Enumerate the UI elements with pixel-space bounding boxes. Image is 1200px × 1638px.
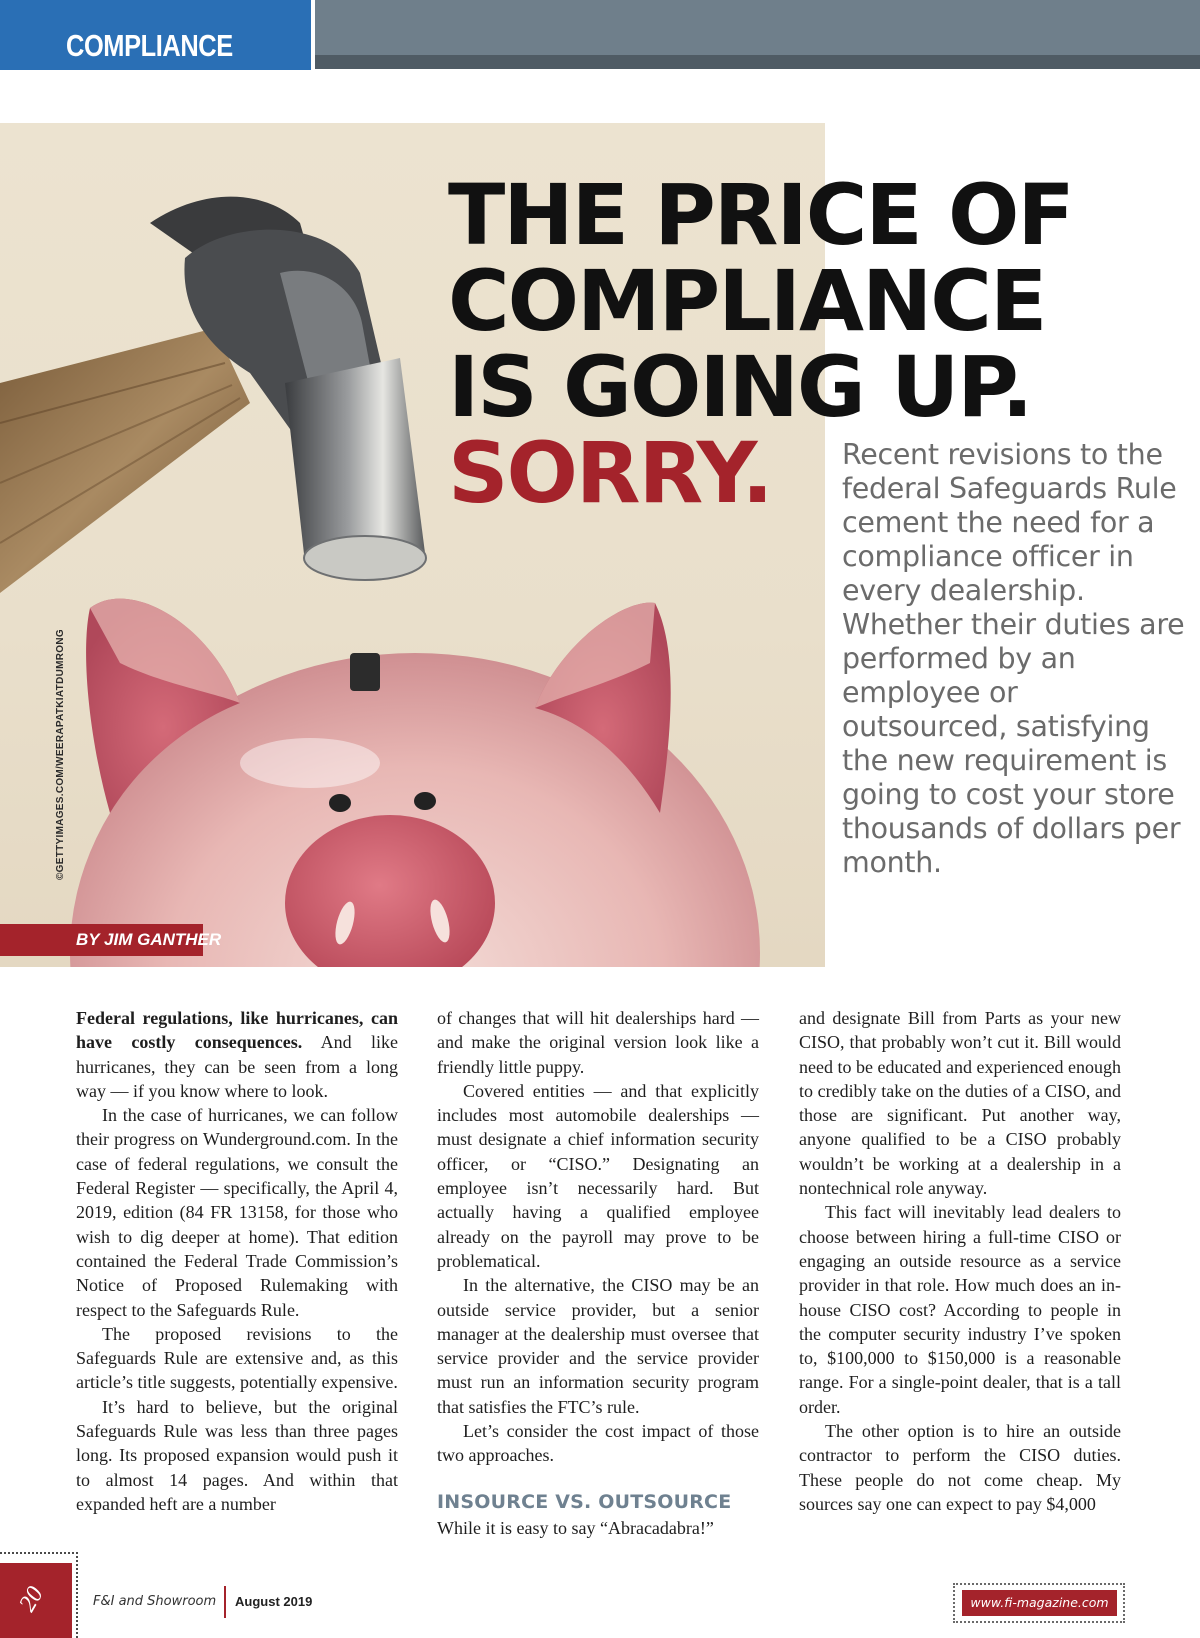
paragraph: The proposed revisions to the Safeguards Rule are extensive and, as this article’s title suggests, potentially expensive. bbox=[76, 1323, 398, 1393]
header-bar bbox=[315, 0, 1200, 55]
footer-divider bbox=[224, 1586, 226, 1618]
paragraph: This fact will inevitably lead dealers to choose between hiring a full-time CISO or engaging an outside resource as a service provider in that role. How much does an in-house CISO cost? According to people in the computer security industry I’ve spoken to, $100,000 to $150,000 is a reasonable range. For a single-point dealer, that is a tall order. bbox=[799, 1202, 1121, 1417]
header-bar-shadow bbox=[315, 55, 1200, 69]
byline: BY JIM GANTHER bbox=[76, 930, 222, 949]
byline-banner bbox=[0, 924, 222, 956]
lead-paragraph bbox=[76, 1006, 398, 1103]
headline-line-2: COMPLIANCE bbox=[448, 252, 1046, 350]
paragraph: While it is easy to say “Abracadabra!” bbox=[437, 1517, 714, 1538]
paragraph: The other option is to hire an outside contractor to perform the CISO duties. These people do not come cheap. My sources say one can expect to pay $4,000 bbox=[799, 1421, 1121, 1514]
magazine-name: F&I and Showroom bbox=[93, 1594, 217, 1609]
section-label: COMPLIANCE bbox=[66, 28, 233, 63]
paragraph: Covered entities — and that explicitly includes most automobile dealerships — must designate a chief information security officer, or “CISO.” Designating an employee isn’t necessarily hard. But actually having a qualified employee already on the payroll may prove to be problematical. bbox=[437, 1080, 759, 1271]
paragraph: In the case of hurricanes, we can follow their progress on Wunderground.com. In the case of federal regulations, we consult the Federal Register — specifically, the April 4, 2019, edition (84 FR 13158, for those who wish to dig deeper at home). That edition contained the Federal Trade Commission’s Notice of Proposed Rulemaking with respect to the Safeguards Rule. bbox=[76, 1105, 398, 1320]
headline-line-3: IS GOING UP. bbox=[448, 338, 1032, 436]
photo-credit: ©GETTYIMAGES.COM/WEERAPATKIATDUMRONG bbox=[55, 629, 66, 880]
issue-date: August 2019 bbox=[235, 1594, 313, 1609]
headline-line-1: THE PRICE OF bbox=[448, 166, 1073, 264]
paragraph: In the alternative, the CISO may be an outside service provider, but a senior manager at the dealership must oversee that service provider and the service provider must run an information security program that satisfies the FTC’s rule. bbox=[437, 1275, 759, 1417]
website-link[interactable]: www.fi-magazine.com bbox=[962, 1590, 1117, 1616]
deck-subhead: Recent revisions to the federal Safeguards Rule cement the need for a compliance officer in every dealership. Whether their duties are performed by an employee or outsourced, satisfying the new requirement is going to cost your store thousands of dollars per month. bbox=[842, 438, 1185, 879]
body-column-1 bbox=[76, 1006, 398, 1516]
body-column-3 bbox=[799, 1006, 1121, 1516]
lead-rest: And like hurricanes, they can be seen from a long way — if you know where to look. bbox=[76, 1032, 398, 1101]
page-number: 20 bbox=[14, 1582, 49, 1617]
subhead: INSOURCE VS. OUTSOURCE bbox=[437, 1490, 732, 1513]
body-column-2 bbox=[437, 1006, 759, 1540]
paragraph: and designate Bill from Parts as your new CISO, that probably won’t cut it. Bill would need to be educated and experienced enough to credibly take on the duties of a CISO, and those are significant. Put another way, anyone qualified to be a CISO probably wouldn’t be working at a dealership in a nontechnical role anyway. bbox=[799, 1008, 1121, 1199]
paragraph: of changes that will hit dealerships hard — and make the original version look like a friendly little puppy. bbox=[437, 1008, 759, 1077]
paragraph: Let’s consider the cost impact of those two approaches. bbox=[437, 1421, 759, 1466]
paragraph: It’s hard to believe, but the original Safeguards Rule was less than three pages long. Its proposed expansion would push it to almost 14 pages. And within that expanded heft are a number bbox=[76, 1396, 398, 1514]
lead-bold: Federal regulations, like hurricanes, can have costly consequences. bbox=[76, 1008, 398, 1053]
headline-accent: SORRY. bbox=[448, 424, 772, 522]
